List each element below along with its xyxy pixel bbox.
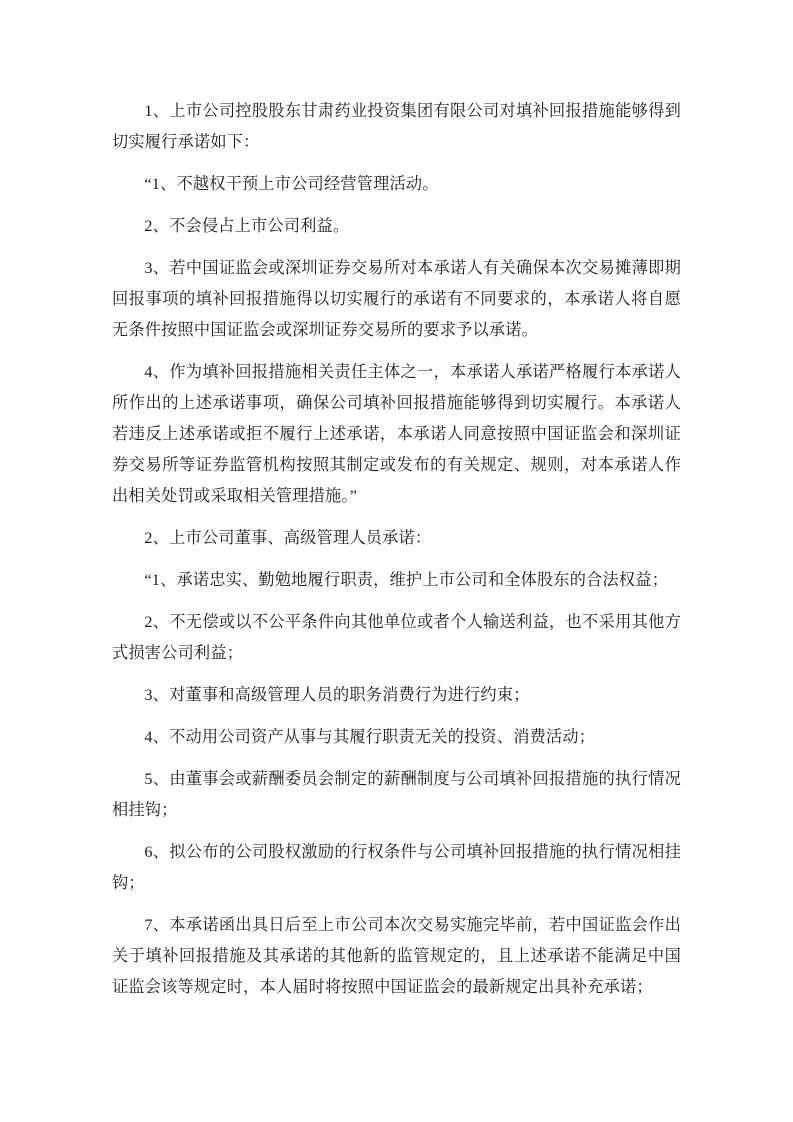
paragraph-9-directors-item-3: 3、对董事和高级管理人员的职务消费行为进行约束； <box>144 686 530 704</box>
paragraph-2-commitment-item-1: “1、不越权干预上市公司经营管理活动。 <box>144 175 439 193</box>
paragraph-5-commitment-item-4: 4、作为填补回报措施相关责任主体之一，本承诺人承诺严格履行本承诺人所作出的上述承诺事项，确保公司填补回报措施能够得到切实履行。本承诺人若违反上述承诺或拒不履行上述承诺，本承诺人同意按照中国证监会和深圳证券交易所等证券监管机构按照其制定或发布的有关规定、规则，对本承诺人作出相关处罚或采取相关管理措施。” <box>112 363 681 505</box>
paragraph-12-directors-item-6: 6、拟公布的公司股权激励的行权条件与公司填补回报措施的执行情况相挂钩； <box>112 843 681 892</box>
paragraph-7-directors-item-1: “1、承诺忠实、勤勉地履行职责，维护上市公司和全体股东的合法权益； <box>144 571 669 589</box>
paragraph-10-directors-item-4: 4、不动用公司资产从事与其履行职责无关的投资、消费活动； <box>144 728 596 746</box>
paragraph-8-directors-item-2: 2、不无偿或以不公平条件向其他单位或者个人输送利益，也不采用其他方式损害公司利益； <box>112 613 681 662</box>
document-body <box>112 96 681 1003</box>
paragraph-1-controlling-shareholder-commitment-intro: 1、上市公司控股股东甘肃药业投资集团有限公司对填补回报措施能够得到切实履行承诺如下： <box>112 102 681 151</box>
paragraph-3-commitment-item-2: 2、不会侵占上市公司利益。 <box>144 217 350 235</box>
paragraph-13-directors-item-7: 7、本承诺函出具日后至上市公司本次交易实施完毕前，若中国证监会作出关于填补回报措施及其承诺的其他新的监管规定的，且上述承诺不能满足中国证监会该等规定时，本人届时将按照中国证监会的最新规定出具补充承诺； <box>112 916 681 996</box>
paragraph-11-directors-item-5: 5、由董事会或薪酬委员会制定的薪酬制度与公司填补回报措施的执行情况相挂钩； <box>112 770 681 819</box>
paragraph-4-commitment-item-3: 3、若中国证监会或深圳证券交易所对本承诺人有关确保本次交易摊薄即期回报事项的填补回报措施得以切实履行的承诺有不同要求的，本承诺人将自愿无条件按照中国证监会或深圳证券交易所的要求予以承诺。 <box>112 259 681 339</box>
paragraph-6-directors-commitment-intro: 2、上市公司董事、高级管理人员承诺： <box>144 529 432 547</box>
